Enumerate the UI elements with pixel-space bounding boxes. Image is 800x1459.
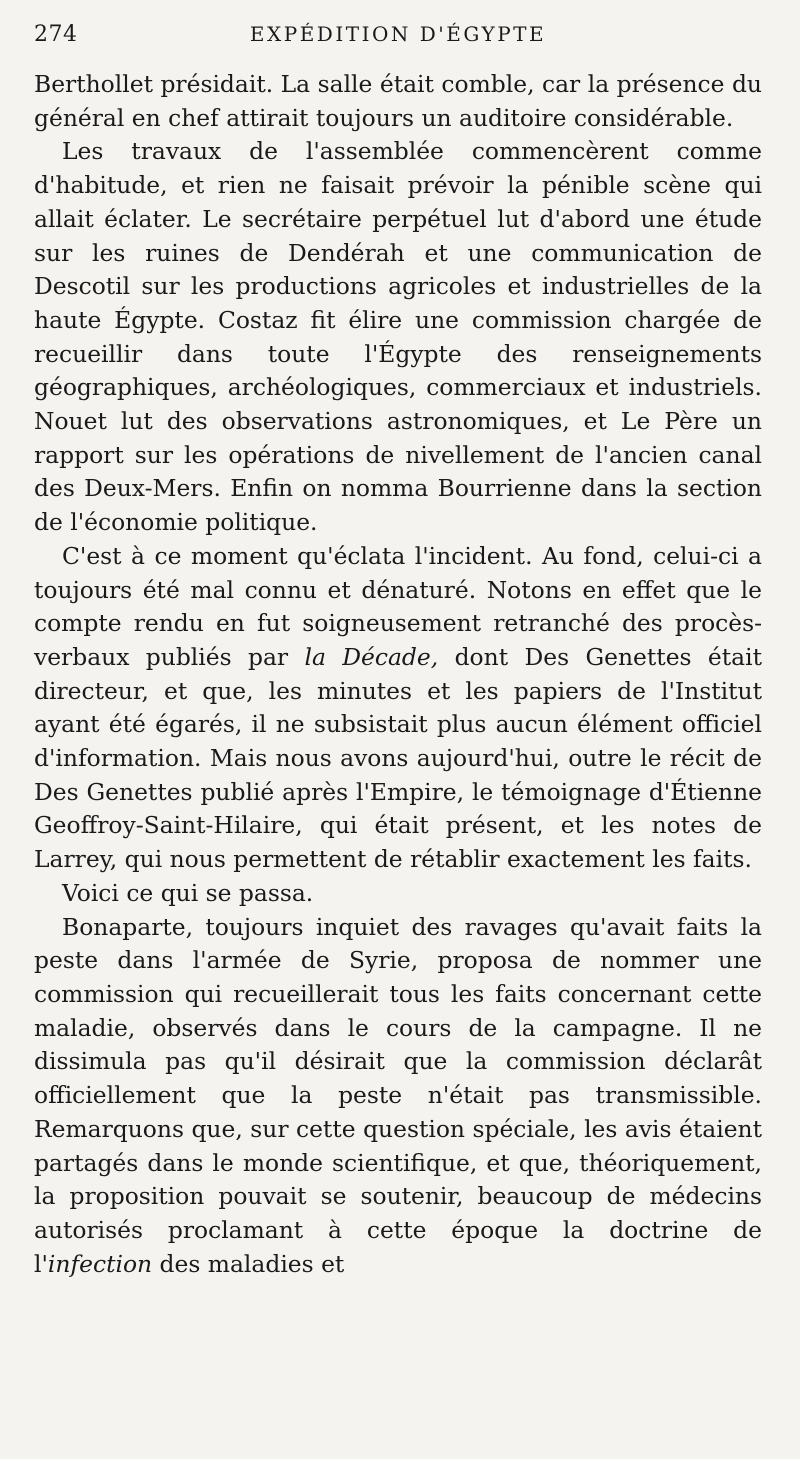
paragraph-5 [34, 911, 762, 1282]
paragraph-text-after: dont Des Genettes était directeur, et que, les minutes et les papiers de l'Institut ayant été égarés, il ne subsistait plus aucun élément officiel d'information. Mais nous avons aujourd'hui, outre le récit de Des Genettes publié après l'Empire, le témoignage d'Étienne Geoffroy-Saint-Hilaire, qui était présent, et les notes de Larrey, qui nous permettent de rétablir exactement les faits. [34, 642, 762, 874]
italic-term-infection: infection [47, 1249, 153, 1278]
paragraph-2 [34, 135, 762, 539]
paragraph-text: Voici ce qui se passa. [62, 878, 314, 907]
paragraph-text: Berthollet présidait. La salle était comble, car la présence du général en chef attirait toujours un auditoire considérable. [34, 70, 762, 132]
paragraph-text-after: des maladies et [152, 1249, 345, 1278]
italic-title-la-decade: la Décade, [304, 642, 439, 671]
running-head [34, 22, 762, 62]
paragraph-text: Les travaux de l'assemblée commencèrent comme d'habitude, et rien ne faisait prévoir la pénible scène qui allait éclater. Le secrétaire perpétuel lut d'abord une étude sur les ruines de Dendérah et une communication de Descotil sur les productions agricoles et industrielles de la haute Égypte. Costaz fit élire une commission chargée de recueillir dans toute l'Égypte des renseignements géographiques, archéologiques, commerciaux et industriels. Nouet lut des observations astronomiques, et Le Père un rapport sur les opérations de nivellement de l'ancien canal des Deux-Mers. Enfin on nomma Bourrienne dans la section de l'économie politique. [34, 137, 762, 537]
paragraph-text-before: Bonaparte, toujours inquiet des ravages qu'avait faits la peste dans l'armée de Syrie, proposa de nommer une commission qui recueillerait tous les faits concernant cette maladie, observés dans le cours de la campagne. Il ne dissimula pas qu'il désirait que la commission déclarât officiellement que la peste n'était pas transmissible. Remarquons que, sur cette question spéciale, les avis étaient partagés dans le monde scientifique, et que, théoriquement, la proposition pouvait se soutenir, beaucoup de médecins autorisés proclamant à cette époque la doctrine de l' [34, 912, 762, 1278]
paragraph-text-before: C'est à ce moment qu'éclata l'incident. Au fond, celui-ci a toujours été mal connu et dénaturé. Notons en effet que le compte rendu en fut soigneusement retranché des procès-verbaux publiés par [34, 541, 762, 671]
paragraph-1 [34, 68, 762, 135]
body-text [34, 68, 762, 1281]
paragraph-3 [34, 540, 762, 877]
running-title: EXPÉDITION D'ÉGYPTE [249, 22, 547, 46]
paragraph-4 [34, 877, 762, 911]
page-number: 274 [34, 22, 78, 47]
